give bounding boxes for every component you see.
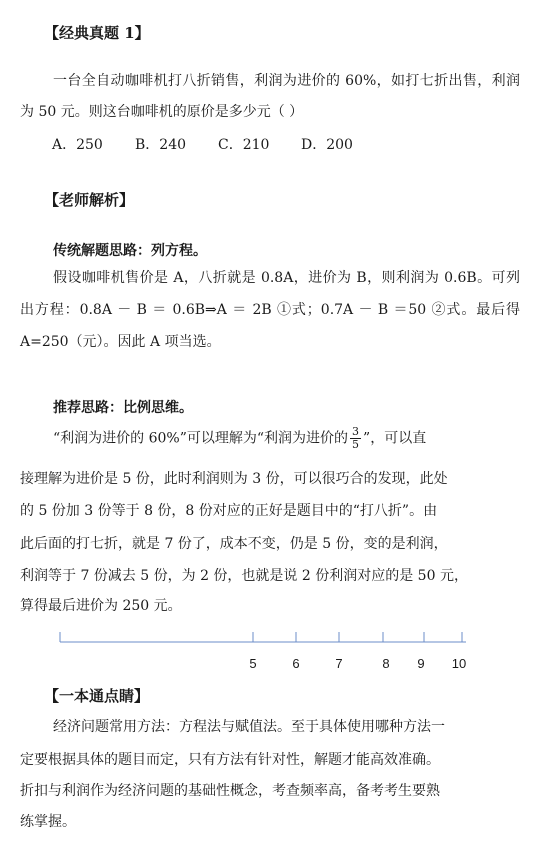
- tick-label-9: 9: [417, 656, 425, 671]
- tick-label-10: 10: [451, 656, 467, 671]
- question-text: 一台全自动咖啡机打八折销售，利润为进价的 60%，如打七折出售，利润为 50 元。则这台咖啡机的原价是多少元（ ）: [20, 73, 520, 120]
- option-d: D．200: [301, 137, 353, 153]
- recommended-line-3: 的 5 份加 3 份等于 8 份，8 份对应的正好是题目中的“打八折”。由: [20, 503, 438, 519]
- recommended-line-2: 接理解为进价是 5 份，此时利润则为 3 份，可以很巧合的发现，此处: [20, 471, 448, 487]
- answer-options: [52, 134, 384, 154]
- tick-label-6: 6: [292, 656, 300, 671]
- recommended-title: 推荐思路：比例思维。: [53, 400, 193, 416]
- tip-line-2: 定要根据具体的题目而定，只有方法有针对性，解题才能高效准确。: [20, 752, 440, 768]
- fraction-denominator: 5: [352, 438, 360, 451]
- recommended-line-1: [53, 426, 426, 451]
- option-a: A．250: [52, 137, 103, 153]
- fraction-three-fifths: [350, 426, 361, 451]
- tick-label-5: 5: [249, 656, 257, 671]
- tip-line-1: 经济问题常用方法：方程法与赋值法。至于具体使用哪种方法一: [53, 719, 445, 735]
- tick-label-8: 8: [382, 656, 390, 671]
- recommended-line-1-after: ”，可以直: [363, 430, 427, 447]
- fraction-numerator: 3: [352, 425, 360, 438]
- recommended-line-4: 此后面的打七折，就是 7 份了，成本不变，仍是 5 份，变的是利润，: [20, 536, 448, 552]
- tip-heading: 【一本通点睛】: [44, 687, 150, 705]
- analysis-heading: 【老师解析】: [44, 191, 135, 209]
- question-heading: 【经典真题 1】: [44, 24, 150, 42]
- recommended-line-1-before: “利润为进价的 60%”可以理解为“利润为进价的: [53, 430, 349, 447]
- tip-line-4: 练掌握。: [20, 814, 76, 830]
- traditional-text: 假设咖啡机售价是 A，八折就是 0.8A，进价为 B，则利润为 0.6B。可列出方程：0.8A － B ＝ 0.6B⇒A ＝ 2B ①式；0.7A － B ＝50 ②式。最后得 A=250（元）。因此 A 项当选。: [20, 270, 520, 350]
- number-line: [0, 620, 540, 680]
- tick-label-7: 7: [335, 656, 343, 671]
- traditional-title: 传统解题思路：列方程。: [53, 243, 207, 259]
- option-c: C．210: [218, 137, 270, 153]
- number-line-svg: [0, 620, 540, 660]
- recommended-line-5: 利润等于 7 份减去 5 份，为 2 份，也就是说 2 份利润对应的是 50 元，: [20, 568, 468, 584]
- option-b: B．240: [135, 137, 187, 153]
- tip-line-3: 折扣与利润作为经济问题的基础性概念，考查频率高，备考考生要熟: [20, 783, 440, 799]
- recommended-line-6: 算得最后进价为 250 元。: [20, 598, 182, 614]
